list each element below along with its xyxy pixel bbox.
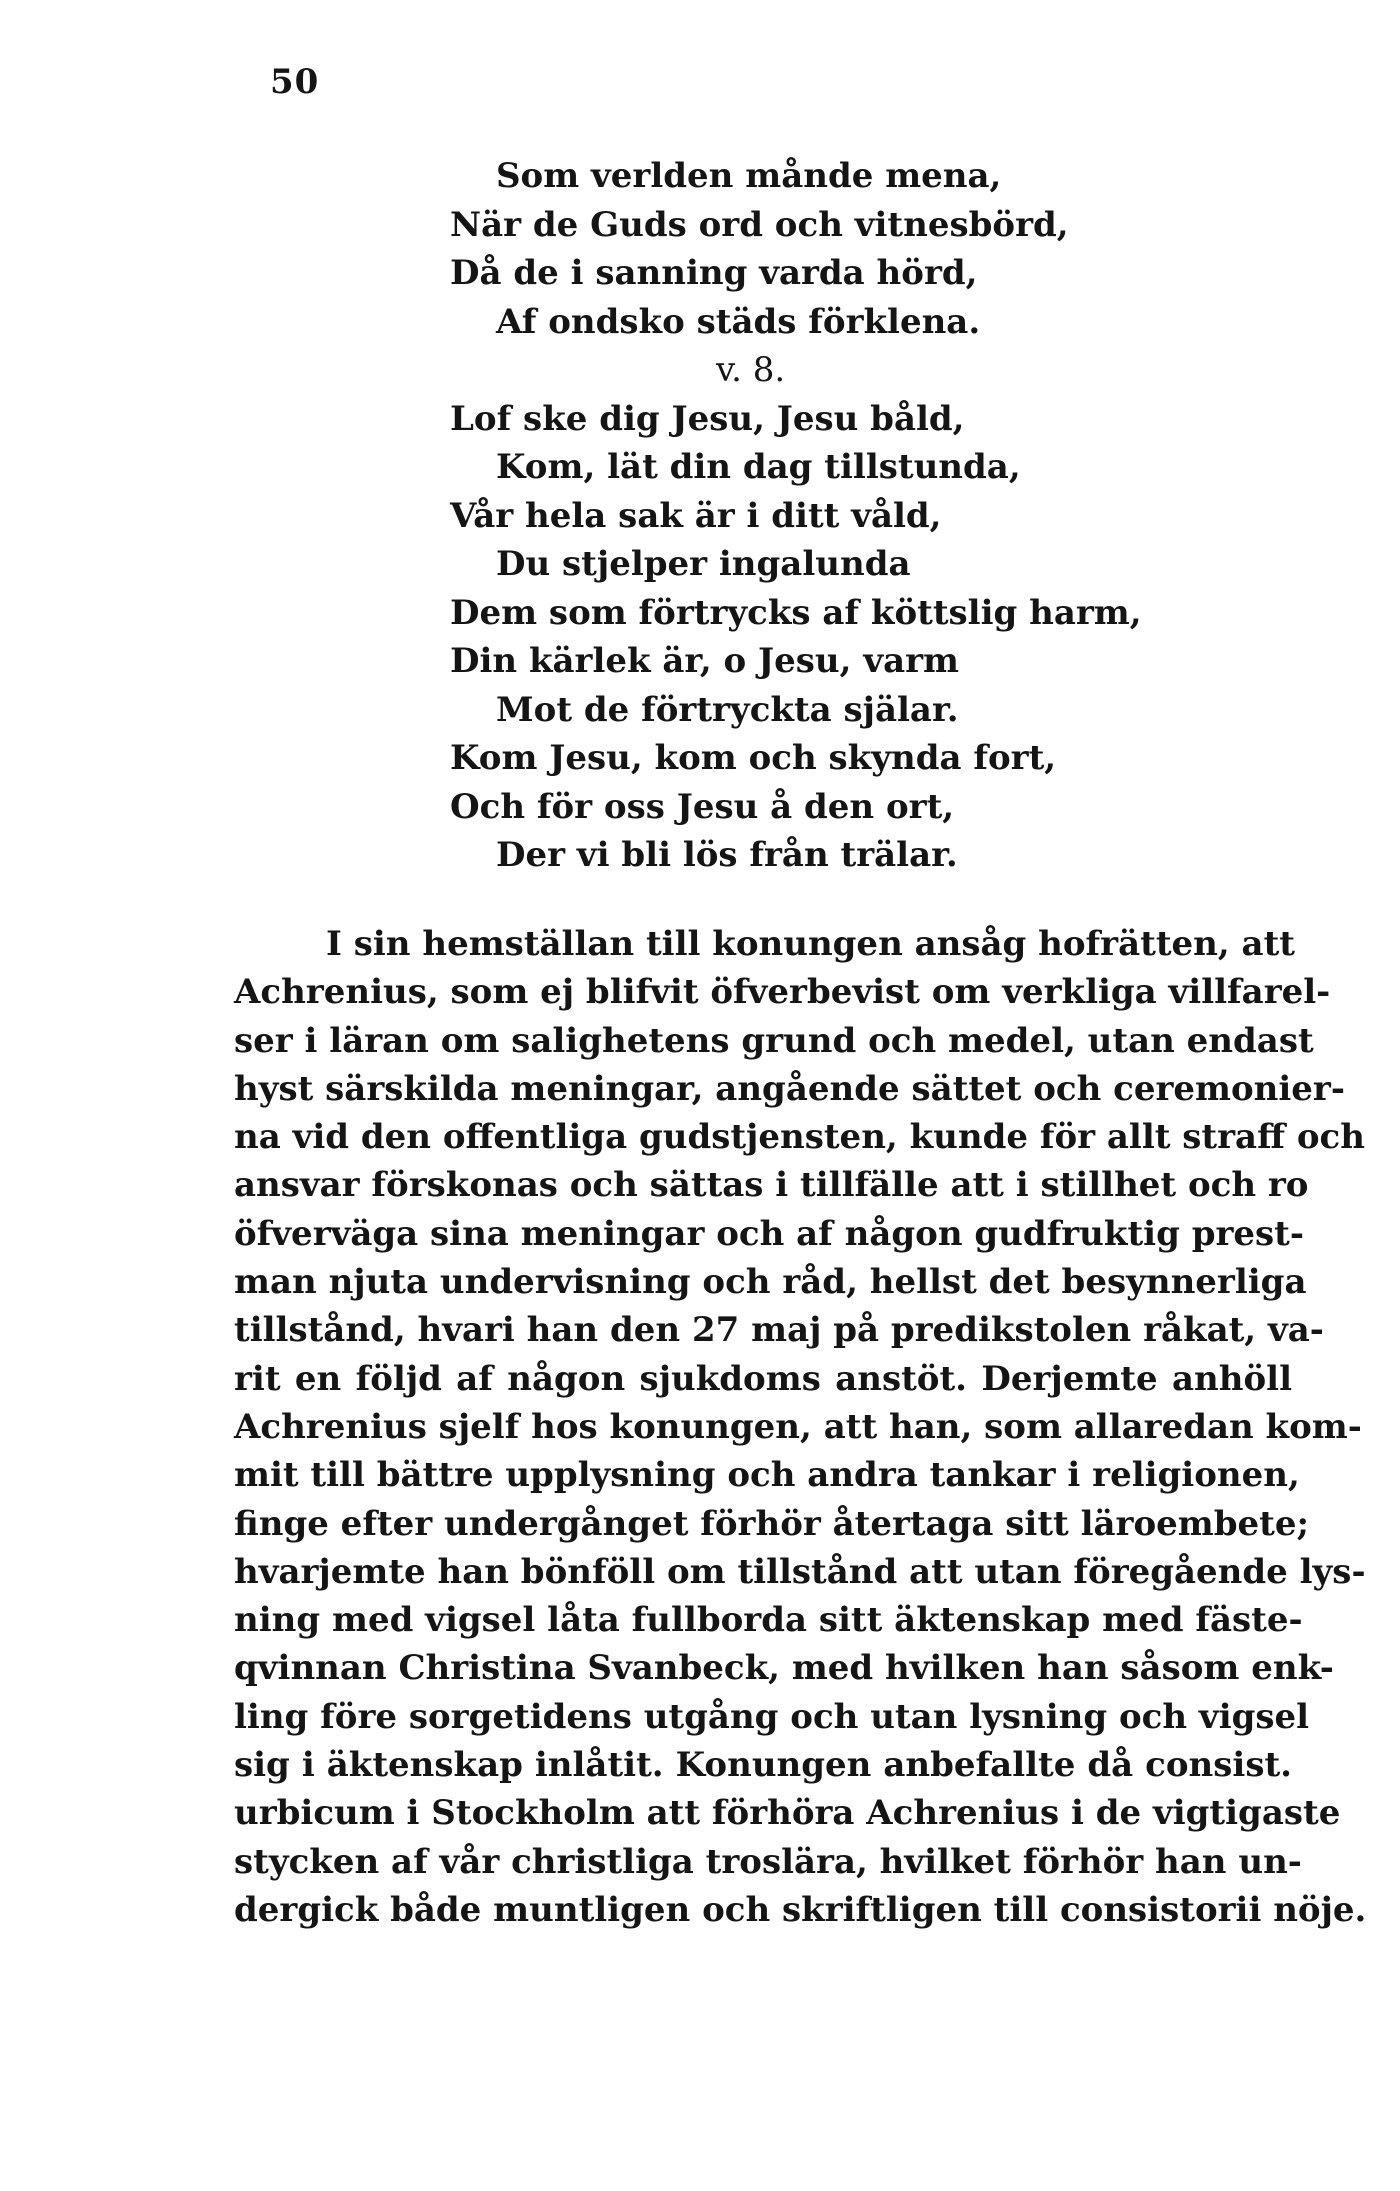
poem-line: Lof ske dig Jesu, Jesu båld,	[450, 398, 965, 439]
prose-line: stycken af vår christliga troslära, hvilket förhör han un-	[234, 1841, 1302, 1882]
prose-line: ning med vigsel låta fullborda sitt äktenskap med fäste-	[234, 1600, 1303, 1641]
prose-line: dergick både muntligen och skriftligen till consistorii nöje.	[234, 1889, 1367, 1930]
poem-line: Du stjelper ingalunda	[496, 544, 911, 584]
poem-line: När de Guds ord och vitnesbörd,	[450, 204, 1069, 245]
prose-line: ser i läran om salighetens grund och medel, utan endast	[234, 1020, 1314, 1061]
prose-line: I sin hemställan till konungen ansåg hofrätten, att	[326, 924, 1295, 964]
prose-line: Achrenius sjelf hos konungen, att han, som allaredan kom-	[234, 1406, 1362, 1447]
poem-line: Kom, lät din dag tillstunda,	[496, 447, 1021, 487]
poem-line: Kom Jesu, kom och skynda fort,	[450, 738, 1057, 778]
prose-line: man njuta undervisning och råd, hellst det besynnerliga	[234, 1262, 1307, 1303]
poem-block	[450, 152, 1210, 880]
verse-number: v. 8.	[716, 350, 786, 390]
poem-line: Och för oss Jesu å den ort,	[450, 786, 955, 827]
prose-line: rit en följd af någon sjukdoms anstöt. Derjemte anhöll	[234, 1358, 1292, 1399]
poem-line: Mot de förtryckta själar.	[496, 689, 959, 730]
prose-line: mit till bättre upplysning och andra tankar i religionen,	[234, 1455, 1300, 1496]
prose-block	[234, 920, 1367, 1934]
prose-line: urbicum i Stockholm att förhöra Achrenius i de vigtigaste	[234, 1793, 1341, 1834]
poem-line: Vår hela sak är i ditt våld,	[450, 495, 942, 536]
prose-line: na vid den offentliga gudstjensten, kunde för allt straff och	[234, 1117, 1365, 1158]
poem-line: Din kärlek är, o Jesu, varm	[450, 641, 959, 681]
prose-line: ling före sorgetidens utgång och utan lysning och vigsel	[234, 1696, 1310, 1737]
prose-line: Achrenius, som ej blifvit öfverbevist om verkliga villfarel-	[234, 972, 1331, 1013]
prose-line: hyst särskilda meningar, angående sättet och ceremonier-	[234, 1068, 1345, 1109]
prose-line: ansvar förskonas och sättas i tillfälle att i stillhet och ro	[234, 1165, 1309, 1206]
poem-line: Som verlden månde mena,	[496, 156, 1002, 196]
poem-line: Då de i sanning varda hörd,	[450, 253, 978, 293]
prose-line: tillstånd, hvari han den 27 maj på predikstolen råkat, va-	[234, 1310, 1324, 1351]
prose-line: finge efter undergånget förhör återtaga sitt läroembete;	[234, 1503, 1310, 1544]
prose-line: sig i äktenskap inlåtit. Konungen anbefallte då consist.	[234, 1745, 1292, 1786]
prose-line: qvinnan Christina Svanbeck, med hvilken han såsom enk-	[234, 1648, 1334, 1689]
poem-line: Dem som förtrycks af köttslig harm,	[450, 592, 1142, 633]
poem-line: Der vi bli lös från trälar.	[496, 835, 958, 875]
prose-line: öfverväga sina meningar och af någon gudfruktig prest-	[234, 1213, 1304, 1254]
page-number: 50	[270, 62, 320, 102]
prose-line: hvarjemte han bönföll om tillstånd att utan föregående lys-	[234, 1551, 1366, 1592]
poem-line: Af ondsko städs förklena.	[496, 301, 981, 342]
